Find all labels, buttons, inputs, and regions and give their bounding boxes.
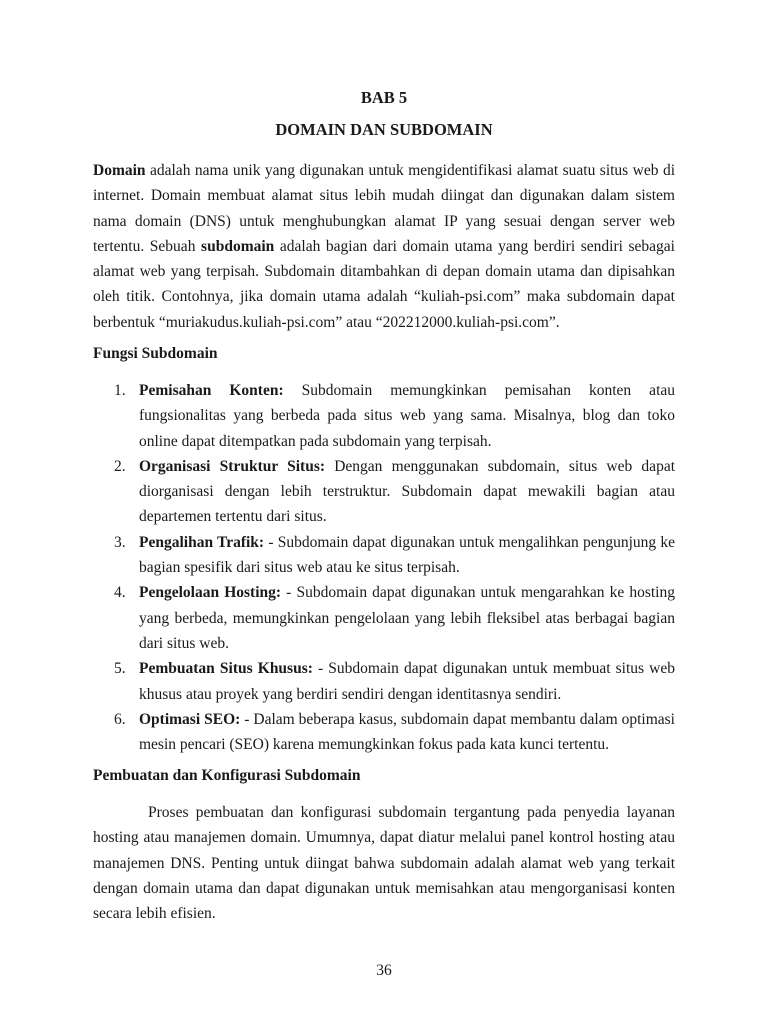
functions-heading: Fungsi Subdomain <box>93 345 218 362</box>
configuration-paragraph: Proses pembuatan dan konfigurasi subdomain tergantung pada penyedia layanan hosting atau manajemen domain. Umumnya, dapat diatur melalui panel kontrol hosting atau manajemen DNS. Penting untuk diingat bahwa subdomain adalah alamat web yang terkait dengan domain utama dan dapat digunakan untuk memisahkan atau mengorganisasi konten secara lebih efisien. <box>93 804 675 923</box>
list-item-number: 1. <box>114 382 126 399</box>
list-item-text: Subdomain memungkinkan pemisahan konten atau fungsionalitas yang berbeda pada situs web yang sama. Misalnya, blog dan toko online dapat ditempatkan pada subdomain yang terpisah. <box>139 382 676 450</box>
list-item-number: 2. <box>114 457 126 475</box>
list-item-title: Pembuatan Situs Khusus: <box>139 660 313 678</box>
term-domain: Domain <box>93 162 146 179</box>
term-subdomain: subdomain <box>201 237 275 255</box>
page-number: 36 <box>376 962 392 979</box>
list-item-text: - Subdomain dapat digunakan untuk membuat situs web khusus atau proyek yang berdiri sendiri dengan identitasnya sendiri. <box>139 660 675 703</box>
configuration-heading: Pembuatan dan Konfigurasi Subdomain <box>93 767 361 784</box>
intro-paragraph <box>93 158 675 335</box>
list-item <box>93 530 675 581</box>
intro-text-1: adalah nama unik yang digunakan untuk mengidentifikasi alamat suatu situs web di internet. Domain membuat alamat situs lebih mudah diingat dan digunakan dalam sistem nama domain (DNS) untuk menghubungkan alamat IP yang sesuai dengan server web tertentu. Sebuah <box>93 162 675 255</box>
list-item <box>93 707 675 758</box>
list-item-text: Dengan menggunakan subdomain, situs web dapat diorganisasi dengan lebih terstruktur. Subdomain dapat mewakili bagian atau departemen tertentu dari situs. <box>139 457 675 526</box>
list-item <box>93 378 675 454</box>
chapter-title: DOMAIN DAN SUBDOMAIN <box>275 120 493 139</box>
list-item-number: 4. <box>114 584 126 602</box>
list-item-text: - Dalam beberapa kasus, subdomain dapat membantu dalam optimasi mesin pencari (SEO) karena memungkinkan fokus pada kata kunci tertentu. <box>139 710 675 754</box>
list-item-title: Pemisahan Konten: <box>139 382 284 399</box>
functions-list <box>93 378 675 757</box>
list-item <box>93 656 675 707</box>
list-item-title: Organisasi Struktur Situs: <box>139 457 326 475</box>
intro-text-2: adalah bagian dari domain utama yang berdiri sendiri sebagai alamat web yang terpisah. Subdomain ditambahkan di depan domain utama dan dipisahkan oleh titik. Contohnya, jika domain utama adalah “kuliah-psi.com” maka subdomain dapat berbentuk “muriakudus.kuliah-psi.com” atau “202212000.kuliah-psi.com”. <box>93 237 675 331</box>
list-item-number: 6. <box>114 710 126 728</box>
list-item-text: - Subdomain dapat digunakan untuk mengarahkan ke hosting yang berbeda, memungkinkan pengelolaan yang lebih fleksibel atas berbagai bagian dari situs web. <box>139 584 675 652</box>
list-item-text: - Subdomain dapat digunakan untuk mengalihkan pengunjung ke bagian spesifik dari situs web atau ke situs terpisah. <box>139 533 675 577</box>
list-item <box>93 454 675 530</box>
list-item <box>93 580 675 656</box>
list-item-title: Optimasi SEO: <box>139 710 241 728</box>
list-item-number: 5. <box>114 660 126 678</box>
list-item-title: Pengalihan Trafik: <box>139 533 265 551</box>
chapter-label: BAB 5 <box>360 88 408 107</box>
list-item-title: Pengelolaan Hosting: <box>139 584 282 602</box>
list-item-number: 3. <box>114 533 126 551</box>
